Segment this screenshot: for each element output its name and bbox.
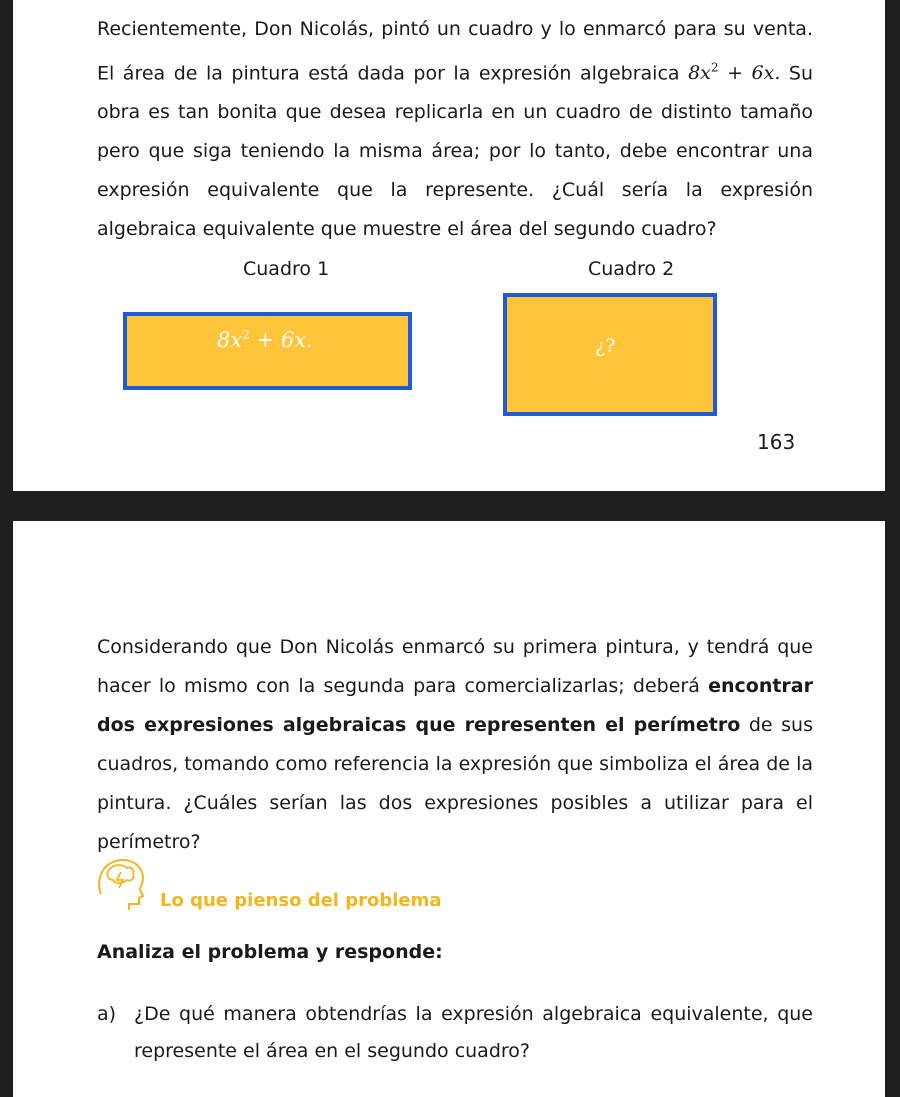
page-number: 163 bbox=[757, 430, 796, 454]
problem-paragraph bbox=[97, 10, 813, 249]
perimeter-text-start: Considerando que Don Nicolás enmarcó su primera pintura, y tendrá que hacer lo mismo con la segunda para comercializarlas; deberá bbox=[97, 636, 813, 697]
page-164 bbox=[13, 521, 885, 1097]
figure1-expression: $8x^2 + 6x$. bbox=[217, 328, 313, 352]
paragraph-text-a: Recientemente, Don Nicolás, pintó un cuadro y lo enmarcó para su venta. El área de la pintura está dada por la expresión algebraica bbox=[97, 18, 813, 85]
area-expression: $8x^2 + 6x$. bbox=[688, 61, 781, 85]
figure2-unknown: ¿? bbox=[595, 335, 616, 357]
figure1-box bbox=[123, 312, 412, 390]
analysis-heading: Analiza el problema y responde: bbox=[97, 941, 443, 963]
question-letter: a) bbox=[97, 1003, 117, 1025]
figure2-label: Cuadro 2 bbox=[588, 258, 675, 280]
paragraph-text-b: Su obra es tan bonita que desea replicarla en un cuadro de distinto tamaño pero que siga teniendo la misma área; por lo tanto, debe encontrar una expresión equivalente que la represente. ¿Cuál sería la expresión algebraica equivalente que muestre el área del segundo cuadro? bbox=[97, 62, 813, 241]
thinking-head-icon bbox=[93, 854, 151, 912]
perimeter-paragraph bbox=[97, 628, 813, 862]
section-title: Lo que pienso del problema bbox=[160, 890, 442, 911]
figure1-label: Cuadro 1 bbox=[243, 258, 330, 280]
page-163 bbox=[13, 0, 885, 491]
question-text: ¿De qué manera obtendrías la expresión algebraica equivalente, que represente el área en el segundo cuadro? bbox=[134, 1003, 813, 1062]
perimeter-text-end: de sus cuadros, tomando como referencia la expresión que simboliza el área de la pintura. ¿Cuáles serían las dos expresiones posibles a utilizar para el perímetro? bbox=[97, 714, 813, 853]
question-a bbox=[97, 996, 813, 1070]
perimeter-text-bold: encontrar dos expresiones algebraicas que representen el perímetro bbox=[97, 675, 813, 736]
figure2-box bbox=[503, 293, 717, 416]
